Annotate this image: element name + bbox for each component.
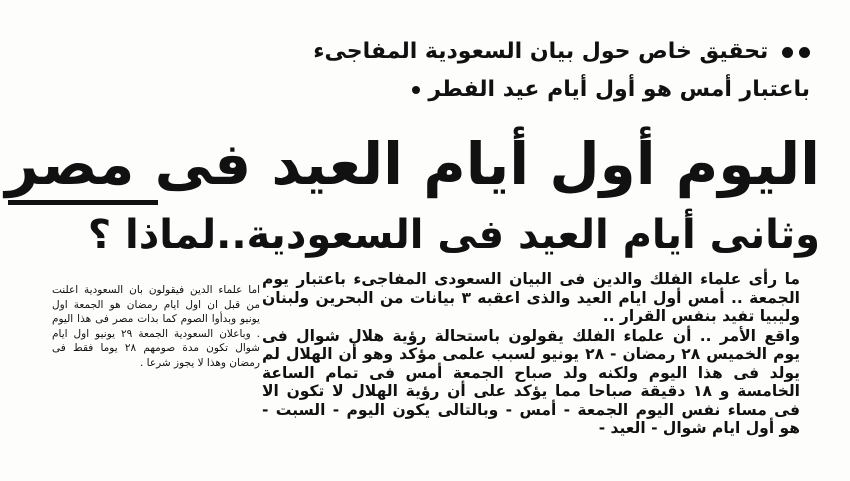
body-paragraph-2: واقع الأمر .. أن علماء الفلك يقولون باستحالة رؤية هلال شوال فى يوم الخميس ٢٨ رمضان - ٢٨ يونيو لسبب علمى مؤكد وهو أن الهلال لم يولد فى هذا اليوم ولكنه ولد صباح الجمعة أمس فى تمام الساعة الخامسة و ١٨ دقيقة صباحا مما يؤكد على أن رؤية الهلال لا تكون الا فى مساء نفس اليوم الجمعة - أمس - وبالتالى يكون اليوم - السبت - هو أول ايام شوال - العيد - bbox=[262, 326, 801, 437]
body-paragraph-1: ما رأى علماء الفلك والدين فى البيان السعودى المفاجىء باعتبار يوم الجمعة .. أمس أول ايام العيد والذى اعقبه ٣ بيانات من البحرين ولبنان وليبيا تفيد بنفس القرار .. bbox=[262, 270, 800, 325]
side-column bbox=[52, 283, 260, 370]
kicker-line-1 bbox=[250, 38, 810, 66]
kicker-line-2 bbox=[250, 76, 810, 104]
article-body bbox=[262, 270, 800, 439]
kicker-text-2: باعتبار أمس هو أول أيام عيد الفطر bbox=[428, 77, 810, 102]
kicker-text-1: تحقيق خاص حول بيان السعودية المفاجىء bbox=[313, 39, 769, 64]
side-column-text: اما علماء الدين فيقولون بان السعودية اعلنت من قبل ان اول ايام رمضان هو الجمعة اول يونيو وبدأوا الصوم كما بدات مصر فى هذا اليوم . وباعلان السعودية الجمعة ٢٩ يونيو اول ايام شوال تكون مدة صومهم ٢٨ يوما فقط فى رمضان وهذا لا يجوز شرعا . bbox=[52, 284, 260, 369]
headline: اليوم أول أيام العيد فى مصر bbox=[5, 130, 820, 198]
bullet-icon bbox=[799, 47, 810, 58]
subheadline: وثانى أيام العيد فى السعودية..لماذا ؟ bbox=[87, 212, 820, 258]
bullet-icon bbox=[412, 86, 420, 94]
headline-underline bbox=[8, 200, 158, 205]
bullet-icon bbox=[782, 47, 793, 58]
